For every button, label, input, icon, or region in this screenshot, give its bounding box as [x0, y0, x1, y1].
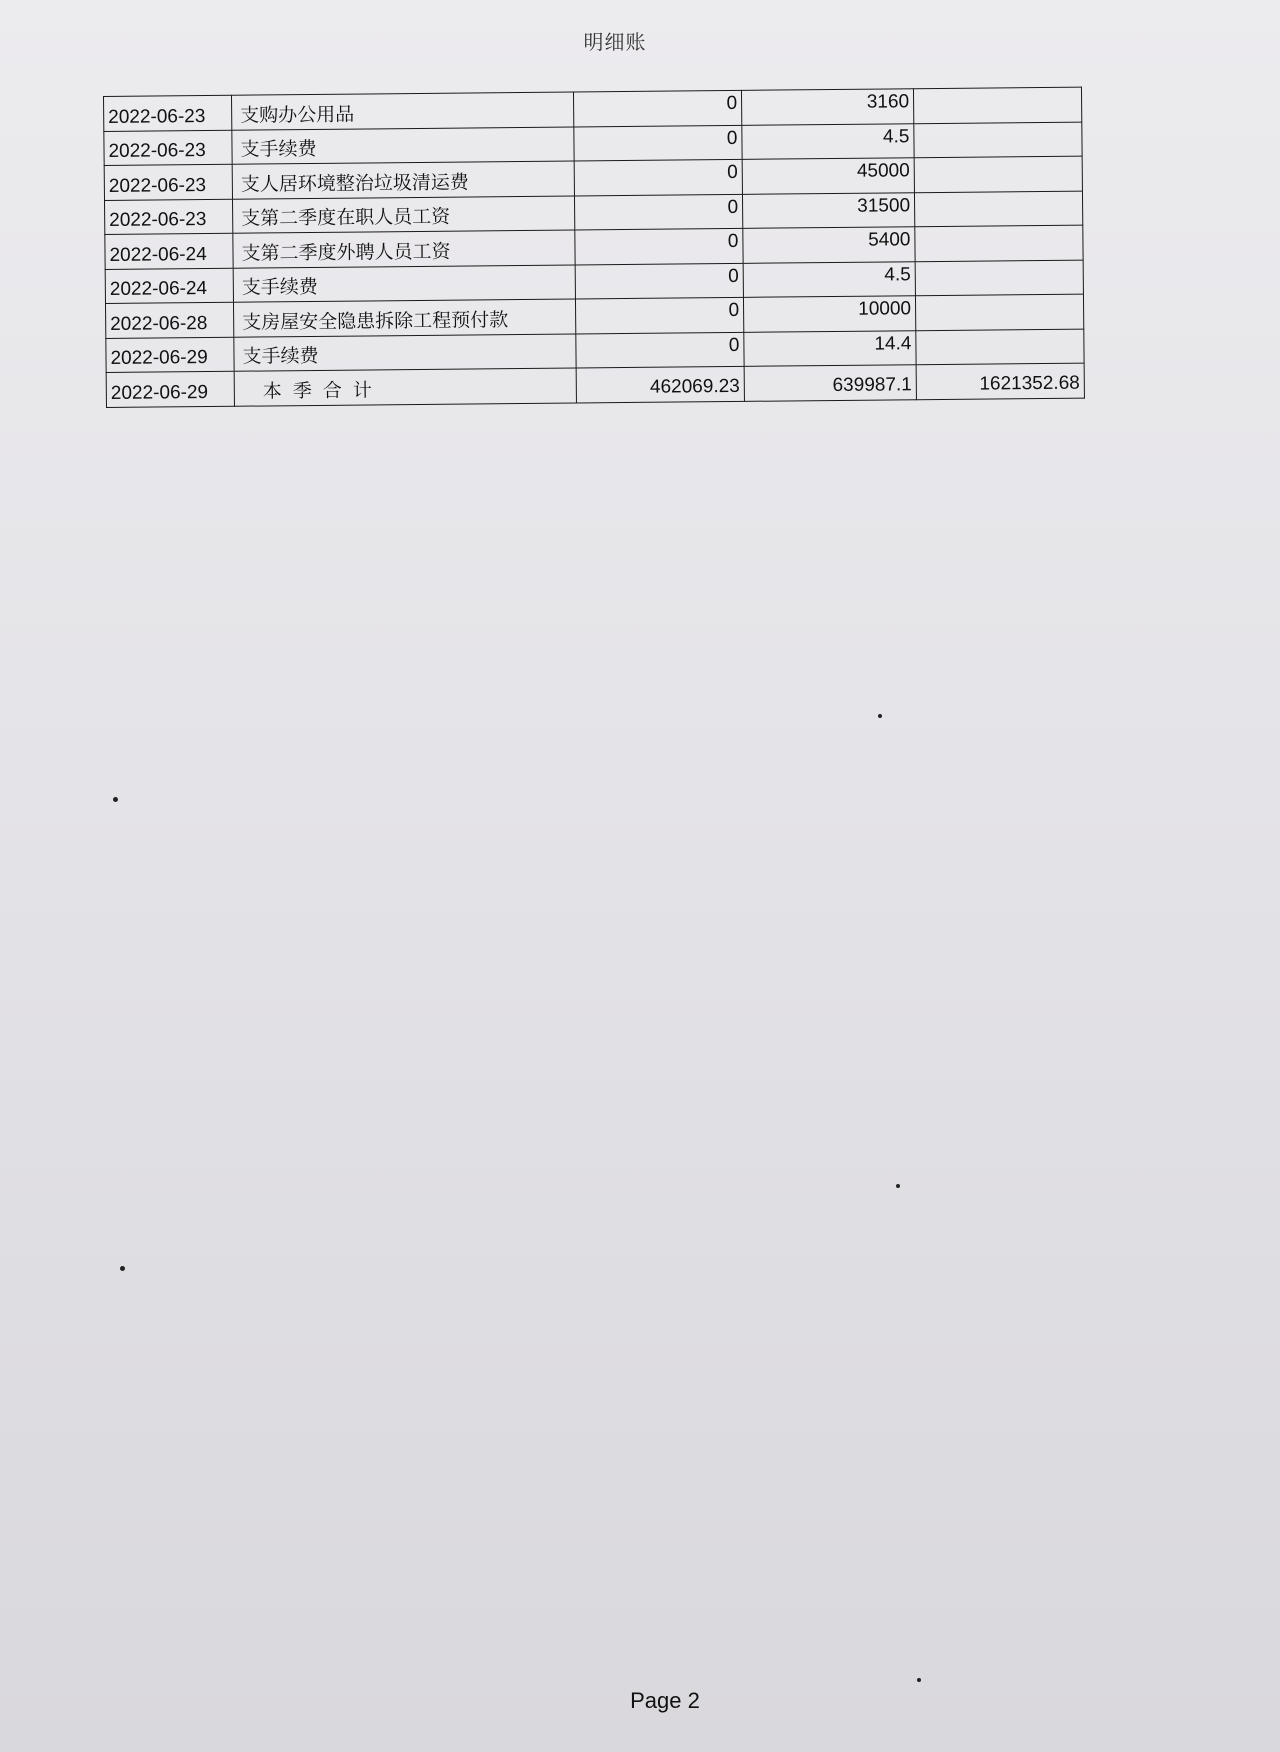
balance-cell [915, 225, 1083, 261]
income-cell: 0 [574, 194, 742, 230]
description-cell: 支第二季度外聘人员工资 [233, 230, 575, 268]
description-cell: 支购办公用品 [231, 92, 573, 130]
income-cell: 0 [573, 90, 741, 126]
income-cell: 0 [575, 297, 743, 333]
date-cell: 2022-06-28 [105, 302, 233, 338]
balance-cell [915, 294, 1083, 330]
description-cell: 支手续费 [233, 264, 575, 302]
balance-cell [915, 260, 1083, 296]
paper-speck [896, 1184, 900, 1188]
income-cell: 0 [575, 228, 743, 264]
description-cell: 支人居环境整治垃圾清运费 [232, 161, 574, 199]
description-cell: 支房屋安全隐患拆除工程预付款 [233, 299, 575, 337]
expense-cell: 14.4 [744, 330, 916, 366]
paper-speck [120, 1266, 125, 1271]
expense-cell: 31500 [742, 192, 914, 228]
expense-cell: 4.5 [742, 123, 914, 159]
income-cell: 0 [575, 263, 743, 299]
expense-cell: 10000 [743, 296, 915, 332]
paper-speck [878, 714, 882, 718]
paper-speck [917, 1678, 921, 1682]
description-cell: 支手续费 [232, 126, 574, 164]
date-cell: 2022-06-23 [104, 164, 232, 200]
balance-cell [916, 329, 1084, 365]
date-cell: 2022-06-29 [106, 337, 234, 373]
income-cell: 0 [574, 125, 742, 161]
income-cell: 0 [574, 159, 742, 195]
balance-cell [914, 156, 1082, 192]
description-cell: 支第二季度在职人员工资 [232, 195, 574, 233]
total-income-cell: 462069.23 [576, 366, 744, 402]
balance-cell [913, 87, 1081, 123]
total-balance-cell: 1621352.68 [916, 363, 1084, 399]
date-cell: 2022-06-24 [105, 233, 233, 269]
page-number: Page 2 [630, 1688, 700, 1713]
page-title: 明细账 [583, 30, 647, 54]
expense-cell: 45000 [742, 158, 914, 194]
balance-cell [914, 191, 1082, 227]
date-cell: 2022-06-23 [104, 130, 232, 166]
balance-cell [914, 122, 1082, 158]
expense-cell: 5400 [743, 227, 915, 263]
expense-cell: 3160 [741, 89, 913, 125]
date-cell: 2022-06-23 [104, 95, 232, 131]
ledger-table [103, 87, 1085, 408]
description-cell: 支手续费 [234, 333, 576, 371]
income-cell: 0 [576, 332, 744, 368]
total-date-cell: 2022-06-29 [106, 371, 234, 407]
total-expense-cell: 639987.1 [744, 365, 916, 401]
paper-speck [113, 797, 118, 802]
expense-cell: 4.5 [743, 261, 915, 297]
date-cell: 2022-06-23 [104, 199, 232, 235]
date-cell: 2022-06-24 [105, 268, 233, 304]
total-label-cell: 本季合计 [234, 368, 576, 406]
